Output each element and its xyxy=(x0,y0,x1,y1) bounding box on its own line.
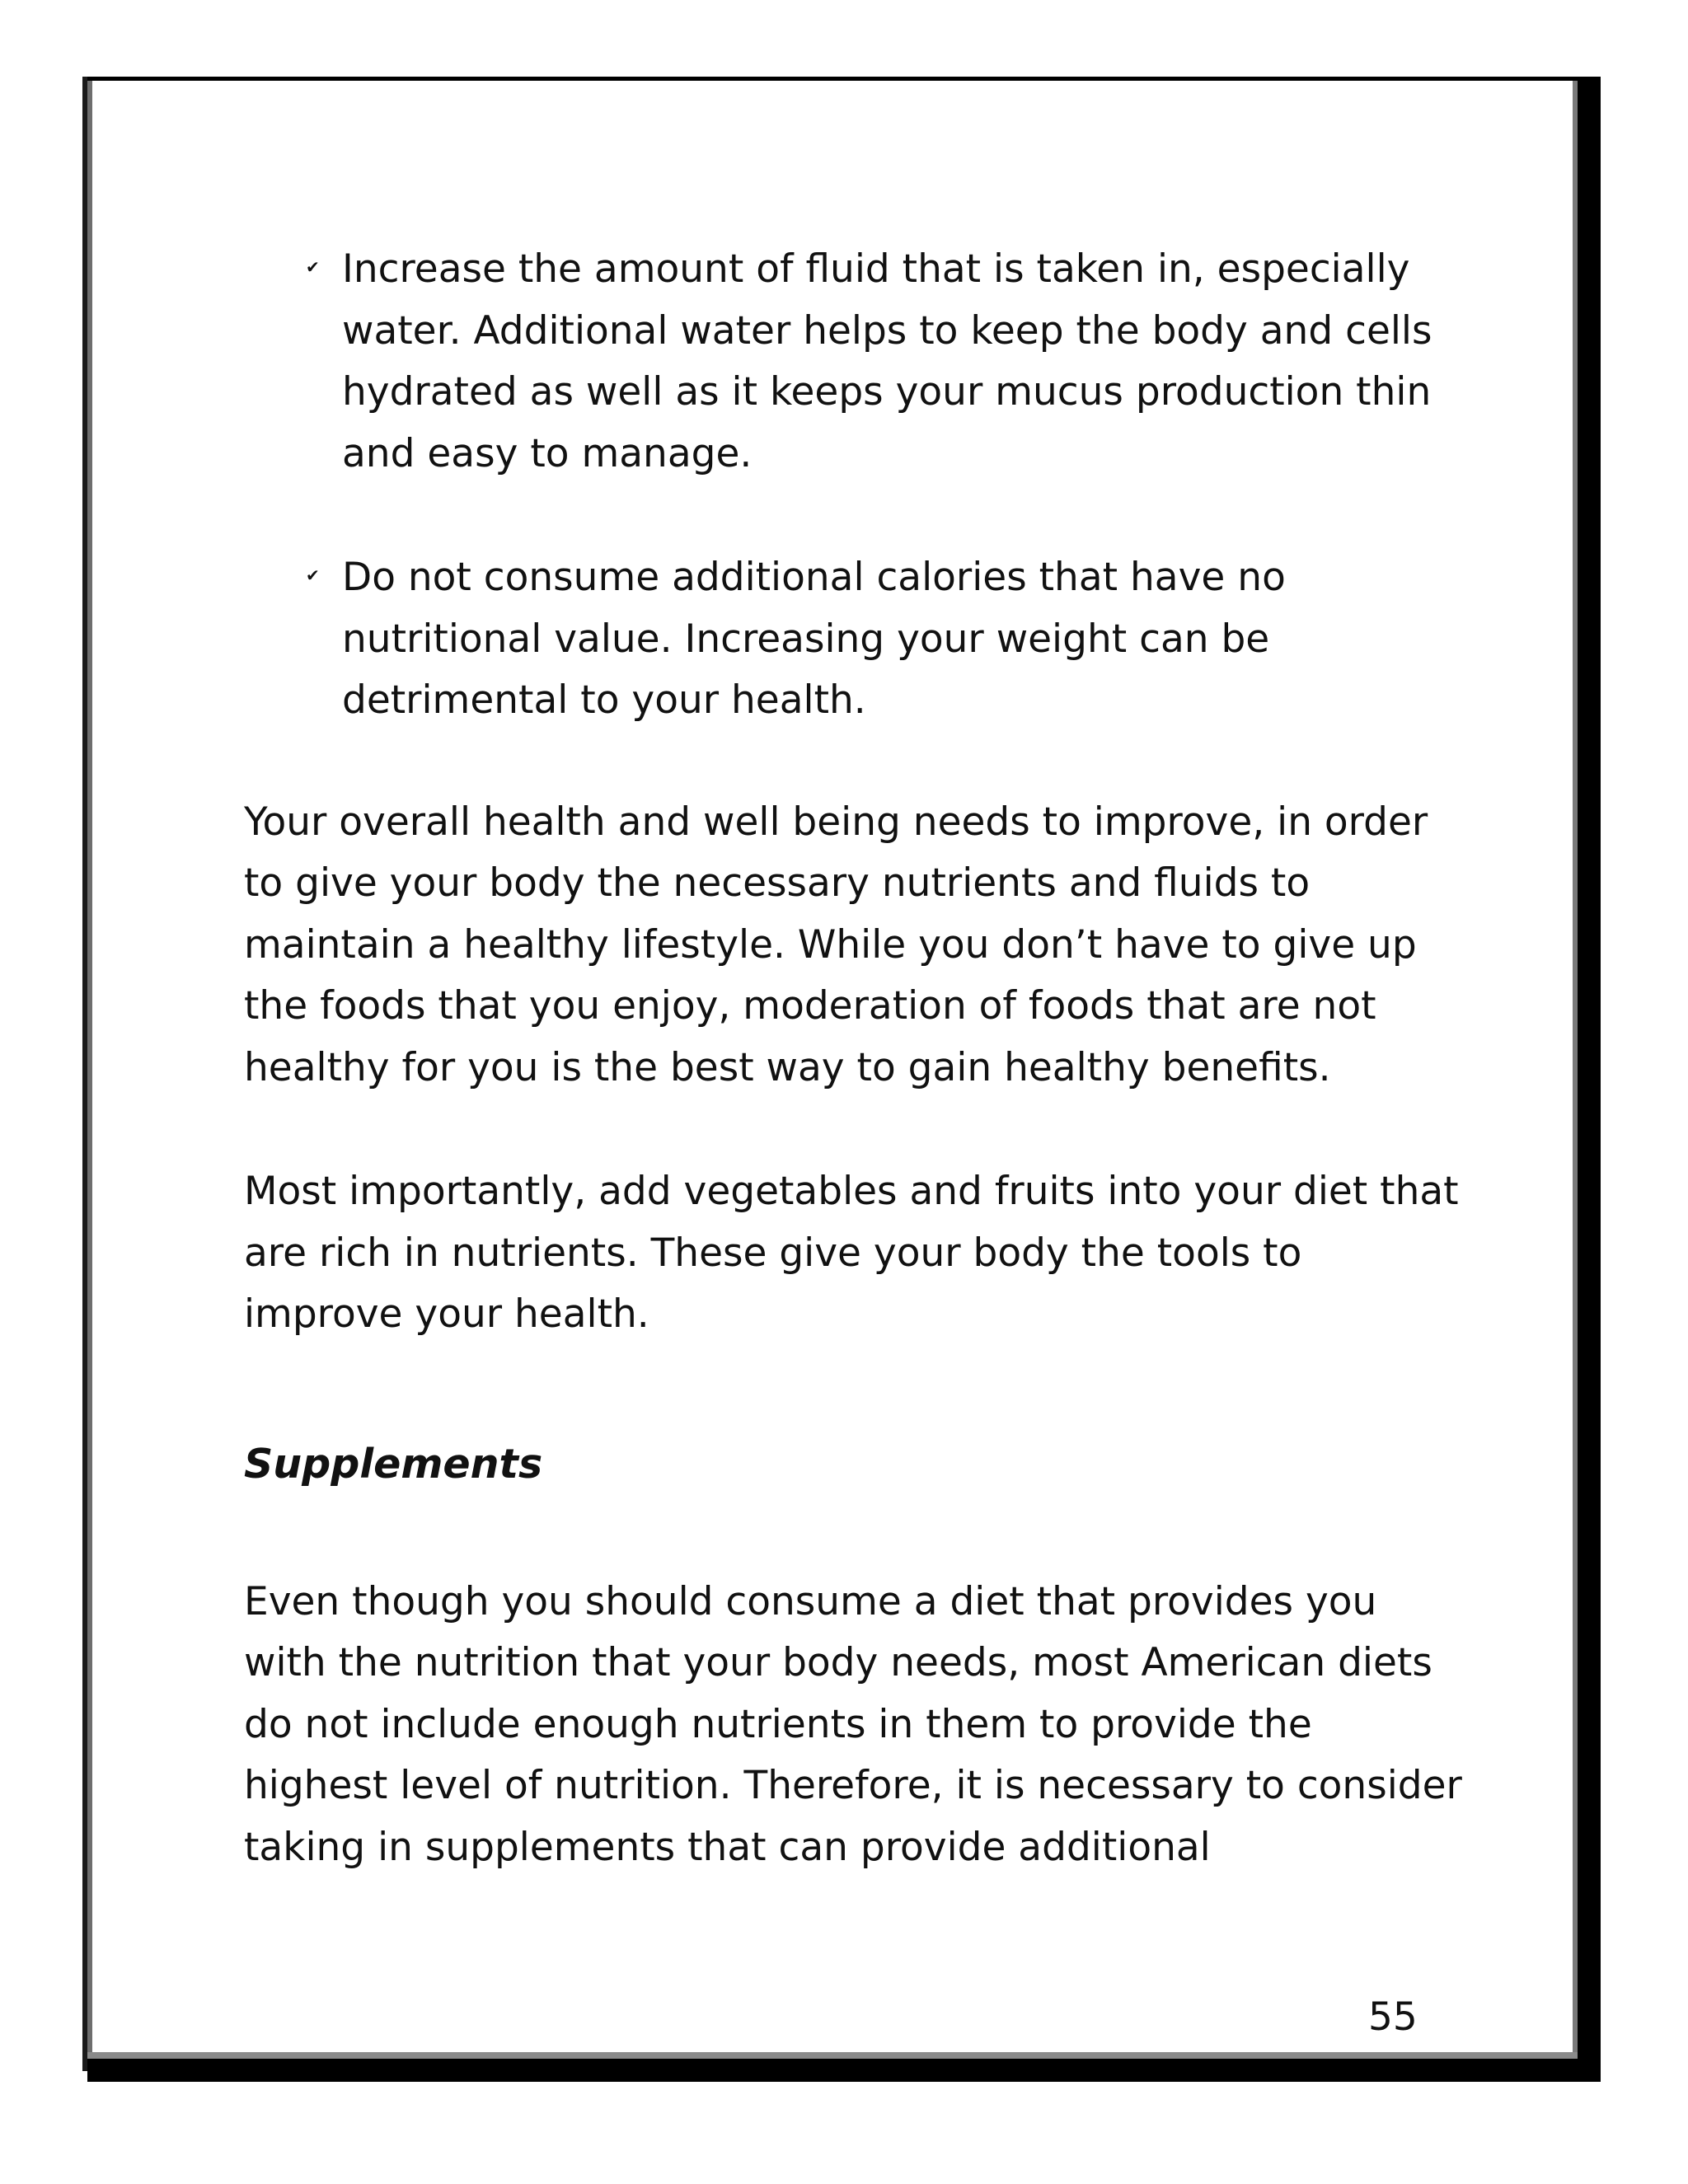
body-paragraph xyxy=(244,792,1464,1099)
paragraph-text: Most importantly, add vegetables and fruits into your diet that are rich in nutrients. These give your body the tools to improve your health. xyxy=(244,1169,1459,1337)
paragraph-text: Even though you should consume a diet that provides you with the nutrition that your body needs, most American diets do not include enough nutrients in them to provide the highest level of nutrition. Therefore, it is necessary to consider taking in supplements that can provide additional xyxy=(244,1578,1462,1870)
page-number: 55 xyxy=(1368,1994,1418,2040)
page-frame-bottom-shadow xyxy=(87,2059,1601,2082)
page-content xyxy=(244,239,1464,1878)
page-frame-bottom-edge xyxy=(87,2052,1578,2059)
bullet-text: Do not consume additional calories that have no nutritional value. Increasing your weight can be detrimental to your health. xyxy=(342,555,1286,723)
bullet-item xyxy=(244,239,1464,485)
page-frame-right-shadow xyxy=(1578,77,1601,2081)
page-frame-left-shadow xyxy=(87,81,92,2069)
paragraph-text: Your overall health and well being needs to improve, in order to give your body the necessary nutrients and fluids to maintain a healthy lifestyle. While you don’t have to give up the foods that you enjoy, moderation of foods that are not healthy for you is the best way to gain healthy benefits. xyxy=(244,799,1428,1090)
bullet-text: Increase the amount of fluid that is taken in, especially water. Additional water helps to keep the body and cells hydrated as well as it keeps your mucus production thin and easy to manage. xyxy=(342,246,1432,476)
checkmark-icon: ✔ xyxy=(306,565,320,585)
body-paragraph xyxy=(244,1572,1464,1879)
bullet-item xyxy=(244,547,1464,732)
body-paragraph xyxy=(244,1161,1464,1346)
checkmark-icon: ✔ xyxy=(306,257,320,277)
section-heading: Supplements xyxy=(244,1440,543,1488)
page-frame-top xyxy=(82,77,1601,81)
